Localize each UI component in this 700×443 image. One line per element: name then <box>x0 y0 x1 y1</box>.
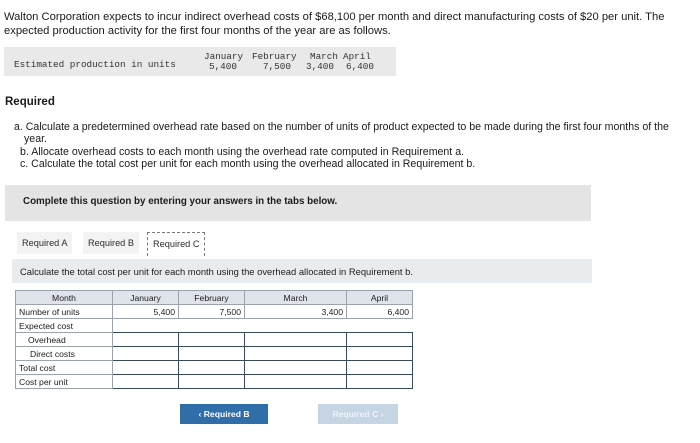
header-april: April <box>347 291 413 305</box>
production-value-april: 6,400 <box>346 61 374 72</box>
production-row-label: Estimated production in units <box>14 59 176 70</box>
production-month-april: April <box>343 51 371 62</box>
requirement-b: b. Allocate overhead costs to each month using the overhead rate computed in Requirement a. <box>20 145 465 158</box>
header-january: January <box>113 291 179 305</box>
cpu-march-input[interactable] <box>245 375 347 389</box>
required-heading: Required <box>5 96 55 108</box>
production-month-march: March <box>310 51 338 62</box>
overhead-april-input[interactable] <box>347 333 413 347</box>
total-february-input[interactable] <box>179 361 245 375</box>
table-row <box>16 347 413 361</box>
instruction-bar <box>12 259 592 283</box>
tab-required-b[interactable]: Required B <box>83 232 139 254</box>
complete-banner-text: Complete this question by entering your answers in the tabs below. <box>23 196 338 207</box>
complete-banner <box>5 185 591 221</box>
next-button[interactable] <box>318 404 398 424</box>
units-march: 3,400 <box>245 305 347 319</box>
prev-button-label: Required B <box>203 409 250 419</box>
row-label-overhead: Overhead <box>16 333 113 347</box>
cpu-february-input[interactable] <box>179 375 245 389</box>
requirement-c: c. Calculate the total cost per unit for each month using the overhead allocated in Requirement b. <box>20 157 476 170</box>
chevron-left-icon: ‹ <box>198 409 202 419</box>
requirement-a: a. Calculate a predetermined overhead rate based on the number of units of product expected to be made during the first four months of the year. <box>14 121 669 146</box>
units-january: 5,400 <box>113 305 179 319</box>
overhead-january-input[interactable] <box>113 333 179 347</box>
answer-table <box>15 290 413 389</box>
overhead-february-input[interactable] <box>179 333 245 347</box>
row-label-units: Number of units <box>16 305 113 319</box>
instruction-text: Calculate the total cost per unit for each month using the overhead allocated in Requirement b. <box>20 266 413 277</box>
header-month: Month <box>16 291 113 305</box>
overhead-march-input[interactable] <box>245 333 347 347</box>
chevron-right-icon: › <box>380 409 384 419</box>
units-april: 6,400 <box>347 305 413 319</box>
next-button-label: Required C <box>332 409 379 419</box>
table-row <box>16 305 413 319</box>
prev-button[interactable] <box>180 404 268 424</box>
requirements-list <box>4 121 684 170</box>
table-row <box>16 361 413 375</box>
direct-march-input[interactable] <box>245 347 347 361</box>
production-value-february: 7,500 <box>263 61 291 72</box>
production-value-january: 5,400 <box>209 61 237 72</box>
tab-required-c[interactable]: Required C <box>147 232 205 256</box>
table-row <box>16 319 413 333</box>
gap-cell <box>245 319 347 333</box>
units-february: 7,500 <box>179 305 245 319</box>
tab-required-a[interactable]: Required A <box>17 232 72 254</box>
cpu-january-input[interactable] <box>113 375 179 389</box>
direct-april-input[interactable] <box>347 347 413 361</box>
direct-february-input[interactable] <box>179 347 245 361</box>
problem-intro: Walton Corporation expects to incur indirect overhead costs of $68,100 per month and direct manufacturing costs of $20 per unit. The expected production activity for the first four months of the year are as follows. <box>4 11 665 37</box>
cpu-april-input[interactable] <box>347 375 413 389</box>
production-table <box>4 47 396 76</box>
total-march-input[interactable] <box>245 361 347 375</box>
gap-cell <box>347 319 413 333</box>
total-january-input[interactable] <box>113 361 179 375</box>
direct-january-input[interactable] <box>113 347 179 361</box>
production-month-january: January <box>204 51 244 62</box>
production-value-march: 3,400 <box>306 61 334 72</box>
row-label-direct-costs: Direct costs <box>16 347 113 361</box>
gap-cell <box>113 319 179 333</box>
row-label-total-cost: Total cost <box>16 361 113 375</box>
table-header-row <box>16 291 413 305</box>
header-february: February <box>179 291 245 305</box>
row-label-expected-cost: Expected cost <box>16 319 113 333</box>
total-april-input[interactable] <box>347 361 413 375</box>
row-label-cost-per-unit: Cost per unit <box>16 375 113 389</box>
table-row <box>16 375 413 389</box>
header-march: March <box>245 291 347 305</box>
production-month-february: February <box>252 51 297 62</box>
table-row <box>16 333 413 347</box>
gap-cell <box>179 319 245 333</box>
